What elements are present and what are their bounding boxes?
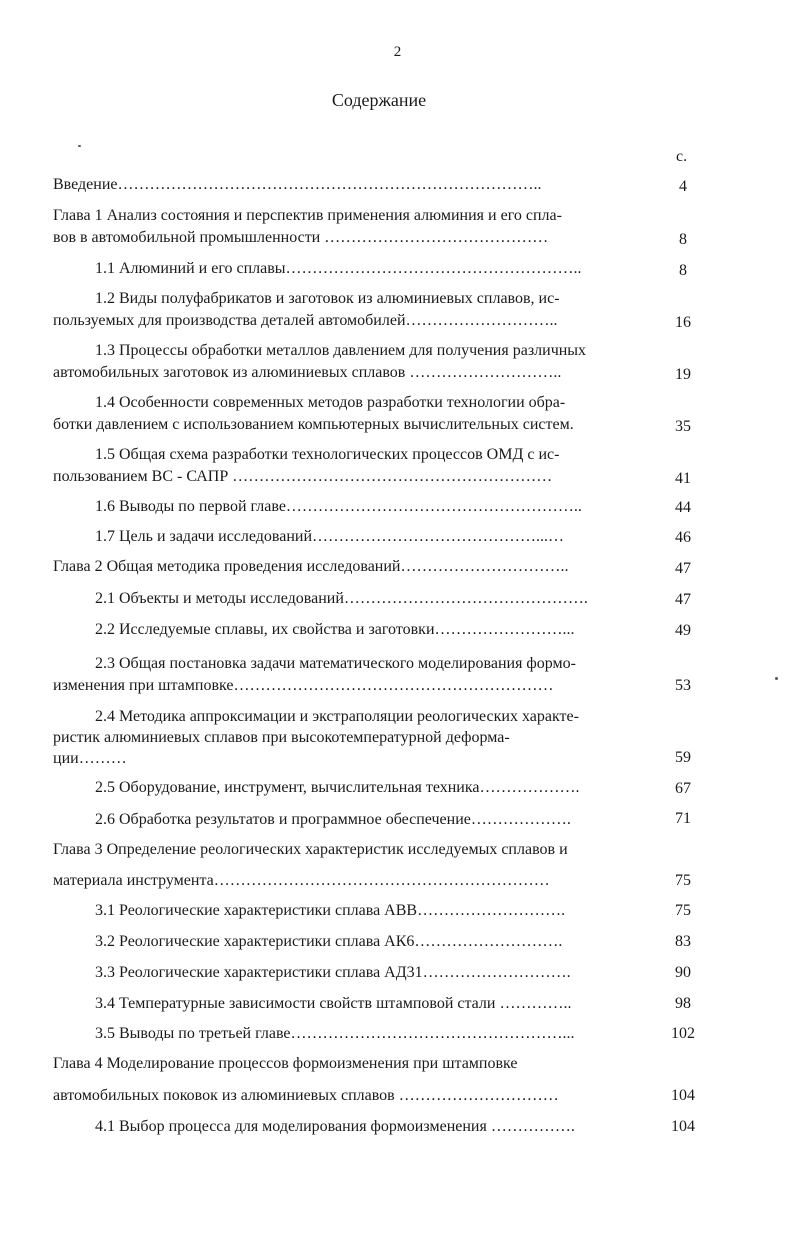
toc-entry-title: Глава 2 Общая методика проведения исследований………………………….. bbox=[53, 558, 569, 575]
toc-entry-title: Введение…………………………………………………………………….. bbox=[53, 176, 542, 193]
toc-entry-title: 1.4 Особенности современных методов разработки технологии обра- bbox=[95, 394, 566, 411]
toc-page-number: 35 bbox=[675, 418, 691, 435]
toc-page-number: 8 bbox=[679, 231, 687, 248]
toc-entry-title: 3.4 Температурные зависимости свойств штамповой стали ………….. bbox=[95, 995, 572, 1012]
toc-entry-title: 1.7 Цель и задачи исследований……………………………………...… bbox=[95, 528, 565, 545]
toc-page-number: 19 bbox=[675, 366, 691, 383]
toc-entry-title-continued: материала инструмента……………………………………………………… bbox=[53, 872, 550, 889]
toc-page-number: 104 bbox=[671, 1118, 695, 1135]
toc-entry-title-continued: изменения при штамповке…………………………………………………… bbox=[53, 677, 554, 694]
toc-entry-title: 3.2 Реологические характеристики сплава АК6………………………. bbox=[95, 933, 563, 950]
toc-entry-title: 2.3 Общая постановка задачи математического моделирования формо- bbox=[95, 655, 576, 672]
toc-page-number: 67 bbox=[675, 780, 691, 797]
toc-entry-title: 3.1 Реологические характеристики сплава АВВ………………………. bbox=[95, 902, 566, 919]
toc-entry-title: 1.5 Общая схема разработки технологических процессов ОМД с ис- bbox=[95, 446, 560, 463]
toc-page-number: 47 bbox=[675, 591, 691, 608]
scan-speck bbox=[78, 145, 81, 147]
toc-page-number: 75 bbox=[675, 872, 691, 889]
toc-entry-title: 3.3 Реологические характеристики сплава АД31………………………. bbox=[95, 964, 571, 981]
toc-entry-title: Глава 1 Анализ состояния и перспектив применения алюминия и его спла- bbox=[53, 207, 562, 224]
toc-page-number: 102 bbox=[671, 1025, 695, 1042]
toc-entry-title: 1.6 Выводы по первой главе……………………………………………….. bbox=[95, 498, 582, 515]
toc-entry-title-continued: ции……… bbox=[53, 750, 127, 767]
toc-page-number: 46 bbox=[675, 529, 691, 546]
toc-entry-title: 3.5 Выводы по третьей главе……………………………………………... bbox=[95, 1025, 575, 1042]
toc-entry-title-continued: автомобильных поковок из алюминиевых сплавов ………………………… bbox=[53, 1087, 559, 1104]
toc-entry-title: 2.6 Обработка результатов и программное обеспечение………………. bbox=[95, 811, 571, 828]
toc-page-number: 41 bbox=[675, 470, 691, 487]
toc-entry-title-continued: ботки давлением с использованием компьютерных вычислительных систем. bbox=[53, 416, 574, 433]
page-title: Содержание bbox=[331, 90, 427, 110]
page-column-label: с. bbox=[676, 148, 688, 165]
toc-page-number: 104 bbox=[671, 1087, 695, 1104]
toc-entry-title: 4.1 Выбор процесса для моделирования формоизменения ……………. bbox=[95, 1118, 575, 1135]
toc-page-number: 53 bbox=[675, 677, 691, 694]
toc-entry-title: Глава 4 Моделирование процессов формоизменения при штамповке bbox=[53, 1055, 518, 1072]
toc-entry-title: 1.1 Алюминий и его сплавы……………………………………………….. bbox=[95, 260, 582, 277]
toc-entry-title: Глава 3 Определение реологических характеристик исследуемых сплавов и bbox=[53, 841, 568, 858]
toc-page-number: 8 bbox=[679, 262, 687, 279]
page-number: 2 bbox=[393, 44, 402, 60]
toc-entry-title: 2.1 Объекты и методы исследований………………………………………. bbox=[95, 590, 588, 607]
toc-entry-title: 2.4 Методика аппроксимации и экстраполяции реологических характе- bbox=[95, 708, 579, 725]
toc-entry-title: 2.2 Исследуемые сплавы, их свойства и заготовки……………………... bbox=[95, 621, 575, 638]
toc-page-number: 71 bbox=[675, 810, 691, 827]
toc-page-number: 83 bbox=[675, 933, 691, 950]
toc-entry-title: 1.3 Процессы обработки металлов давлением для получения различных bbox=[95, 342, 587, 359]
toc-entry-title: 2.5 Оборудование, инструмент, вычислительная техника………………. bbox=[95, 779, 580, 796]
toc-page-number: 75 bbox=[675, 902, 691, 919]
toc-page-number: 90 bbox=[675, 964, 691, 981]
toc-entry-title-continued: вов в автомобильной промышленности …………………………………… bbox=[53, 229, 549, 246]
scan-speck bbox=[775, 677, 778, 680]
toc-entry-title-continued: пользованием ВС - САПР …………………………………………………… bbox=[53, 468, 553, 485]
toc-page-number: 4 bbox=[679, 178, 687, 195]
toc-page-number: 47 bbox=[675, 560, 691, 577]
toc-page-number: 44 bbox=[675, 499, 691, 516]
toc-page-number: 98 bbox=[675, 995, 691, 1012]
toc-page-number: 49 bbox=[675, 622, 691, 639]
toc-page-number: 16 bbox=[675, 314, 691, 331]
toc-entry-title-continued: автомобильных заготовок из алюминиевых сплавов ……………………….. bbox=[53, 364, 562, 381]
toc-entry-title-continued: пользуемых для производства деталей автомобилей……………………….. bbox=[53, 312, 558, 329]
toc-page-number: 59 bbox=[675, 749, 691, 766]
toc-entry-title-continued: ристик алюминиевых сплавов при высокотемпературной деформа- bbox=[53, 729, 510, 746]
toc-entry-title: 1.2 Виды полуфабрикатов и заготовок из алюминиевых сплавов, ис- bbox=[95, 290, 560, 307]
